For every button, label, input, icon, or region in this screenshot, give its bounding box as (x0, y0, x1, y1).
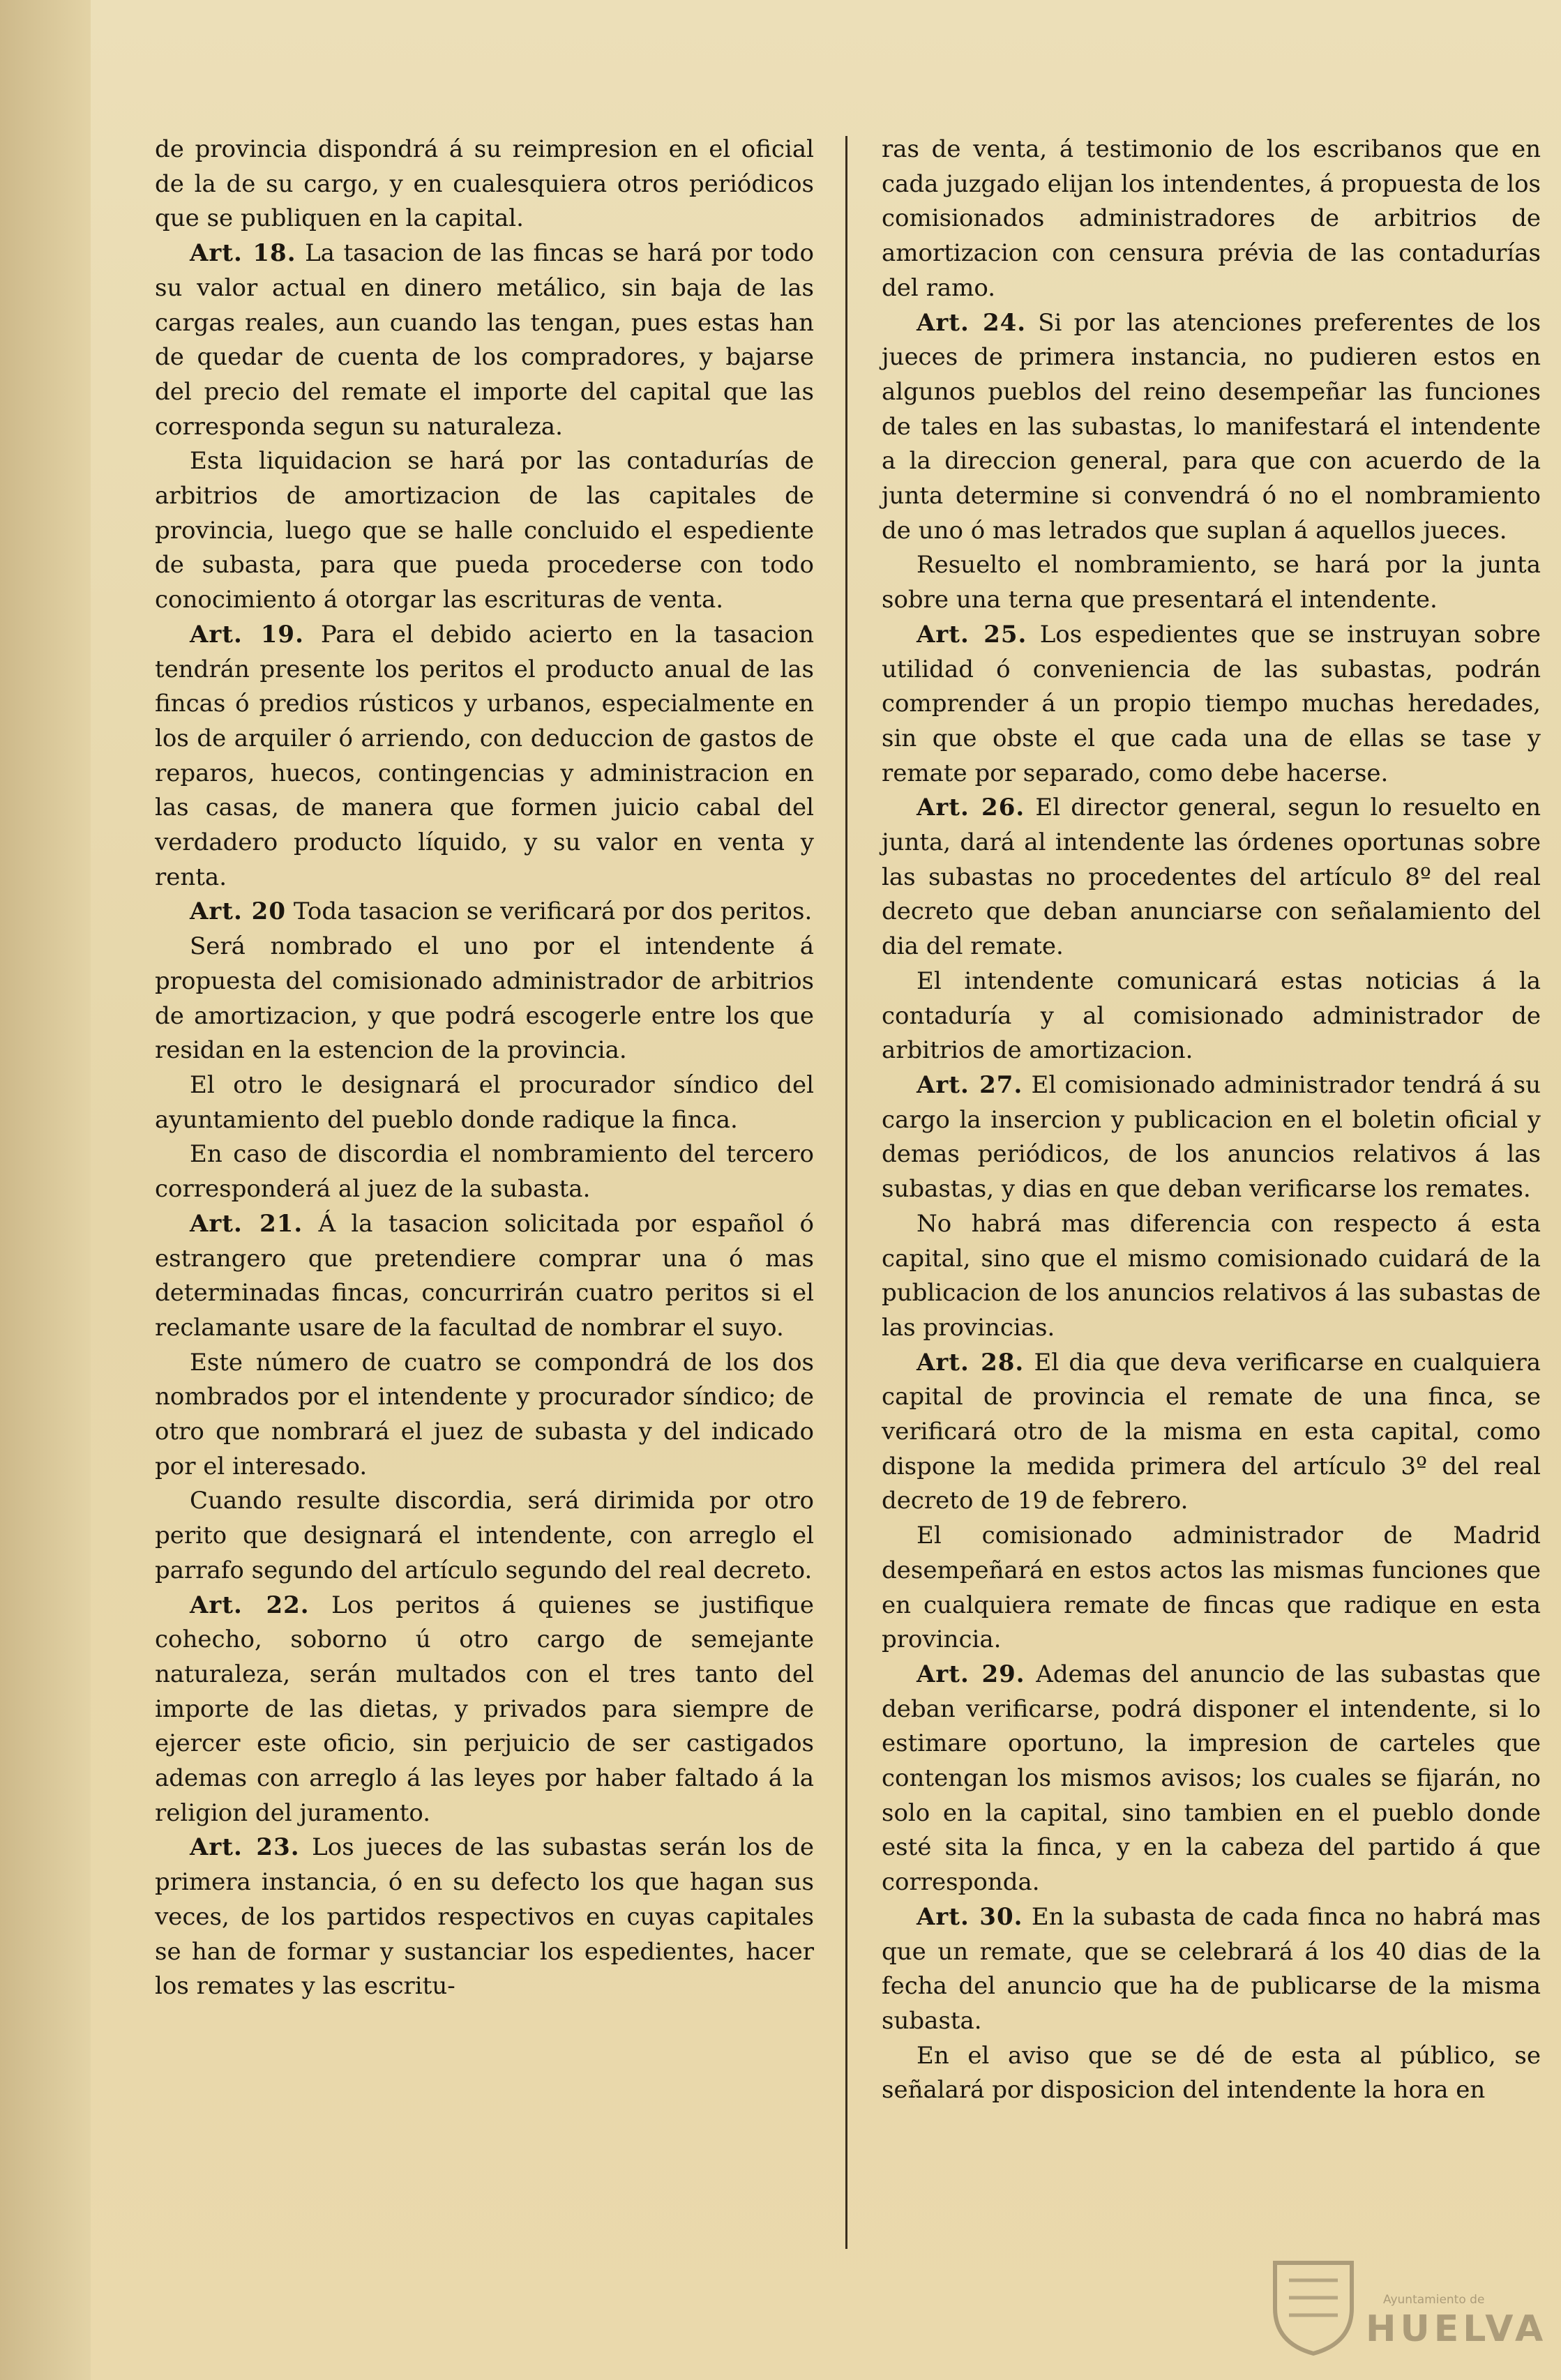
paragraph (155, 895, 814, 930)
paragraph-text: Cuando resulte discordia, será dirimida por otro perito que designará el intendente, con arreglo el parrafo segundo del artículo segundo del real decreto. (155, 1487, 814, 1584)
paragraph-text: La tasacion de las fincas se hará por todo su valor actual en dinero metálico, sin baja de las cargas reales, aun cuando las tengan, pues estas han de quedar de cuenta de los compradores, y bajarse del precio del remate el importe del capital que las corresponda segun su naturaleza. (155, 239, 814, 441)
paragraph-text: En el aviso que se dé de esta al público, se señalará por disposicion del intendente la hora en (882, 2041, 1541, 2105)
paragraph (882, 132, 1541, 306)
paragraph-text: Este número de cuatro se compondrá de los dos nombrados por el intendente y procurador síndico; de otro que nombrará el juez de subasta y del indicado por el interesado. (155, 1348, 814, 1480)
shield-icon (1261, 2252, 1366, 2357)
paragraph-text: El dia que deva verificarse en cualquiera capital de provincia el remate de una finca, se verificará otro de la misma en esta capital, como dispone la medida primera del artículo 3º del real decreto de 19 de febrero. (882, 1348, 1541, 1515)
article-number: Art. 22. (190, 1591, 310, 1619)
paragraph-text: Los espedientes que se instruyan sobre utilidad ó conveniencia de las subastas, podrán comprender á un propio tiempo muchas heredades, sin que obste el que cada una de ellas se tase y remate por separado, como debe hacerse. (882, 620, 1541, 787)
paragraph-text: Á la tasacion solicitada por español ó estrangero que pretendiere comprar una ó mas determinadas fincas, concurrirán cuatro peritos si el reclamante usare de la facultad de nombrar el suyo. (155, 1209, 814, 1342)
paragraph-text: En caso de discordia el nombramiento del tercero corresponderá al juez de la subasta. (155, 1140, 814, 1204)
paragraph-text: El intendente comunicará estas noticias á la contaduría y al comisionado administrador de arbitrios de amortizacion. (882, 967, 1541, 1065)
paragraph (155, 1484, 814, 1588)
paragraph (882, 306, 1541, 549)
paragraph (155, 1589, 814, 1831)
watermark-title: HUELVA (1366, 2308, 1548, 2350)
paragraph-text: El comisionado administrador de Madrid desempeñará en estos actos las mismas funciones que en cualquiera remate de fincas que radique en esta provincia. (882, 1522, 1541, 1654)
article-number: Art. 27. (917, 1070, 1023, 1099)
paragraph-text: Para el debido acierto en la tasacion tendrán presente los peritos el producto anual de las fincas ó predios rústicos y urbanos, especialmente en los de arquiler ó arriendo, con deduccion de gastos de reparos, huecos, contingencias y administracion en las casas, de manera que formen juicio cabal del verdadero producto líquido, y su valor en venta y renta. (155, 620, 815, 891)
paragraph-text: Será nombrado el uno por el intendente á propuesta del comisionado administrador de arbitrios de amortizacion, y que podrá escogerle entre los que residan en la estencion de la provincia. (155, 932, 814, 1065)
paragraph (155, 236, 814, 444)
paragraph (882, 791, 1541, 964)
paragraph (155, 618, 814, 895)
article-number: Art. 30. (917, 1902, 1023, 1931)
archive-watermark (1261, 2252, 1548, 2357)
article-number: Art. 19. (190, 620, 304, 649)
article-number: Art. 21. (190, 1209, 303, 1238)
paragraph (882, 2039, 1541, 2108)
article-number: Art. 18. (190, 239, 296, 268)
watermark-small-text: Ayuntamiento de (1383, 2293, 1485, 2307)
article-number: Art. 20 (190, 897, 286, 926)
paragraph (882, 1658, 1541, 1900)
left-text-column (155, 132, 814, 2004)
paragraph-text: El director general, segun lo resuelto en junta, dará al intendente las órdenes oportunas sobre las subastas no procedentes del artículo 8º del real decreto que deban anunciarse con señalamiento del dia del remate. (882, 794, 1541, 961)
paragraph (155, 444, 814, 618)
paragraph-text: Los jueces de las subastas serán los de primera instancia, ó en su defecto los que hagan sus veces, de los partidos respectivos en cuyas capitales se han de formar y sustanciar los espedientes, hacer los remates y las escritu- (155, 1833, 815, 2001)
paragraph (155, 1207, 814, 1346)
paragraph-text: El otro le designará el procurador síndico del ayuntamiento del pueblo donde radique la finca. (155, 1070, 814, 1134)
column-divider (845, 136, 847, 2249)
paragraph-text: Esta liquidacion se hará por las contadurías de arbitrios de amortizacion de las capitales de provincia, luego que se halle concluido el espediente de subasta, para que pueda procederse con todo conocimiento á otorgar las escrituras de venta. (155, 447, 814, 614)
paragraph (882, 1207, 1541, 1346)
article-number: Art. 25. (917, 620, 1027, 649)
paragraph-text: Los peritos á quienes se justifique cohecho, soborno ú otro cargo de semejante naturaleza, serán multados con el tres tanto del importe de las dietas, y privados para siempre de ejercer este oficio, sin perjuicio de ser castigados ademas con arreglo á las leyes por haber faltado á la religion del juramento. (155, 1591, 814, 1827)
paragraph-text: Resuelto el nombramiento, se hará por la junta sobre una terna que presentará el intendente. (882, 551, 1541, 614)
paragraph (882, 548, 1541, 617)
paragraph (882, 618, 1541, 791)
paragraph-text: Ademas del anuncio de las subastas que deban verificarse, podrá disponer el intendente, si lo estimare oportuno, la impresion de carteles que contengan los mismos avisos; los cuales se fijarán, no solo en la capital, sino tambien en el pueblo donde esté sita la finca, y en la cabeza del partido á que corresponda. (882, 1660, 1541, 1897)
article-number: Art. 24. (917, 308, 1027, 337)
paragraph (155, 930, 814, 1068)
paragraph (155, 1831, 814, 2004)
paragraph (882, 964, 1541, 1068)
paragraph (882, 1346, 1541, 1519)
paragraph-text: No habrá mas diferencia con respecto á esta capital, sino que el mismo comisionado cuidará de la publicacion de los anuncios relativos á las subastas de las provincias. (882, 1209, 1541, 1342)
article-number: Art. 28. (917, 1348, 1025, 1377)
paragraph-text: El comisionado administrador tendrá á su cargo la insercion y publicacion en el boletin oficial y demas periódicos, de los anuncios relativos á las subastas, y dias en que deban verificarse los remates. (882, 1070, 1541, 1204)
paragraph-text: de provincia dispondrá á su reimpresion en el oficial de la de su cargo, y en cualesquiera otros periódicos que se publiquen en la capital. (155, 135, 814, 233)
paragraph (155, 132, 814, 236)
paragraph-text: ras de venta, á testimonio de los escribanos que en cada juzgado elijan los intendentes, á propuesta de los comisionados administradores de arbitrios de amortizacion con censura prévia de las contadurías del ramo. (882, 135, 1541, 302)
paragraph (882, 1068, 1541, 1207)
paragraph-text: Si por las atenciones preferentes de los jueces de primera instancia, no pudieren estos en algunos pueblos del reino desempeñar las funciones de tales en las subastas, lo manifestará el intendente a la direccion general, para que con acuerdo de la junta determine si convendrá ó no el nombramiento de uno ó mas letrados que suplan á aquellos jueces. (882, 308, 1541, 545)
article-number: Art. 23. (190, 1833, 300, 1862)
paragraph-text: En la subasta de cada finca no habrá mas que un remate, que se celebrará á los 40 dias de la fecha del anuncio que ha de publicarse de la misma subasta. (882, 1902, 1541, 2035)
page-edge-shadow (0, 0, 91, 2380)
paragraph (155, 1137, 814, 1206)
article-number: Art. 26. (917, 794, 1025, 822)
paragraph-text: Toda tasacion se verificará por dos peritos. (293, 897, 813, 926)
paragraph (882, 1519, 1541, 1658)
paragraph (882, 1900, 1541, 2039)
right-text-column (882, 132, 1541, 2108)
paragraph (155, 1346, 814, 1485)
article-number: Art. 29. (917, 1660, 1025, 1688)
paragraph (155, 1068, 814, 1137)
